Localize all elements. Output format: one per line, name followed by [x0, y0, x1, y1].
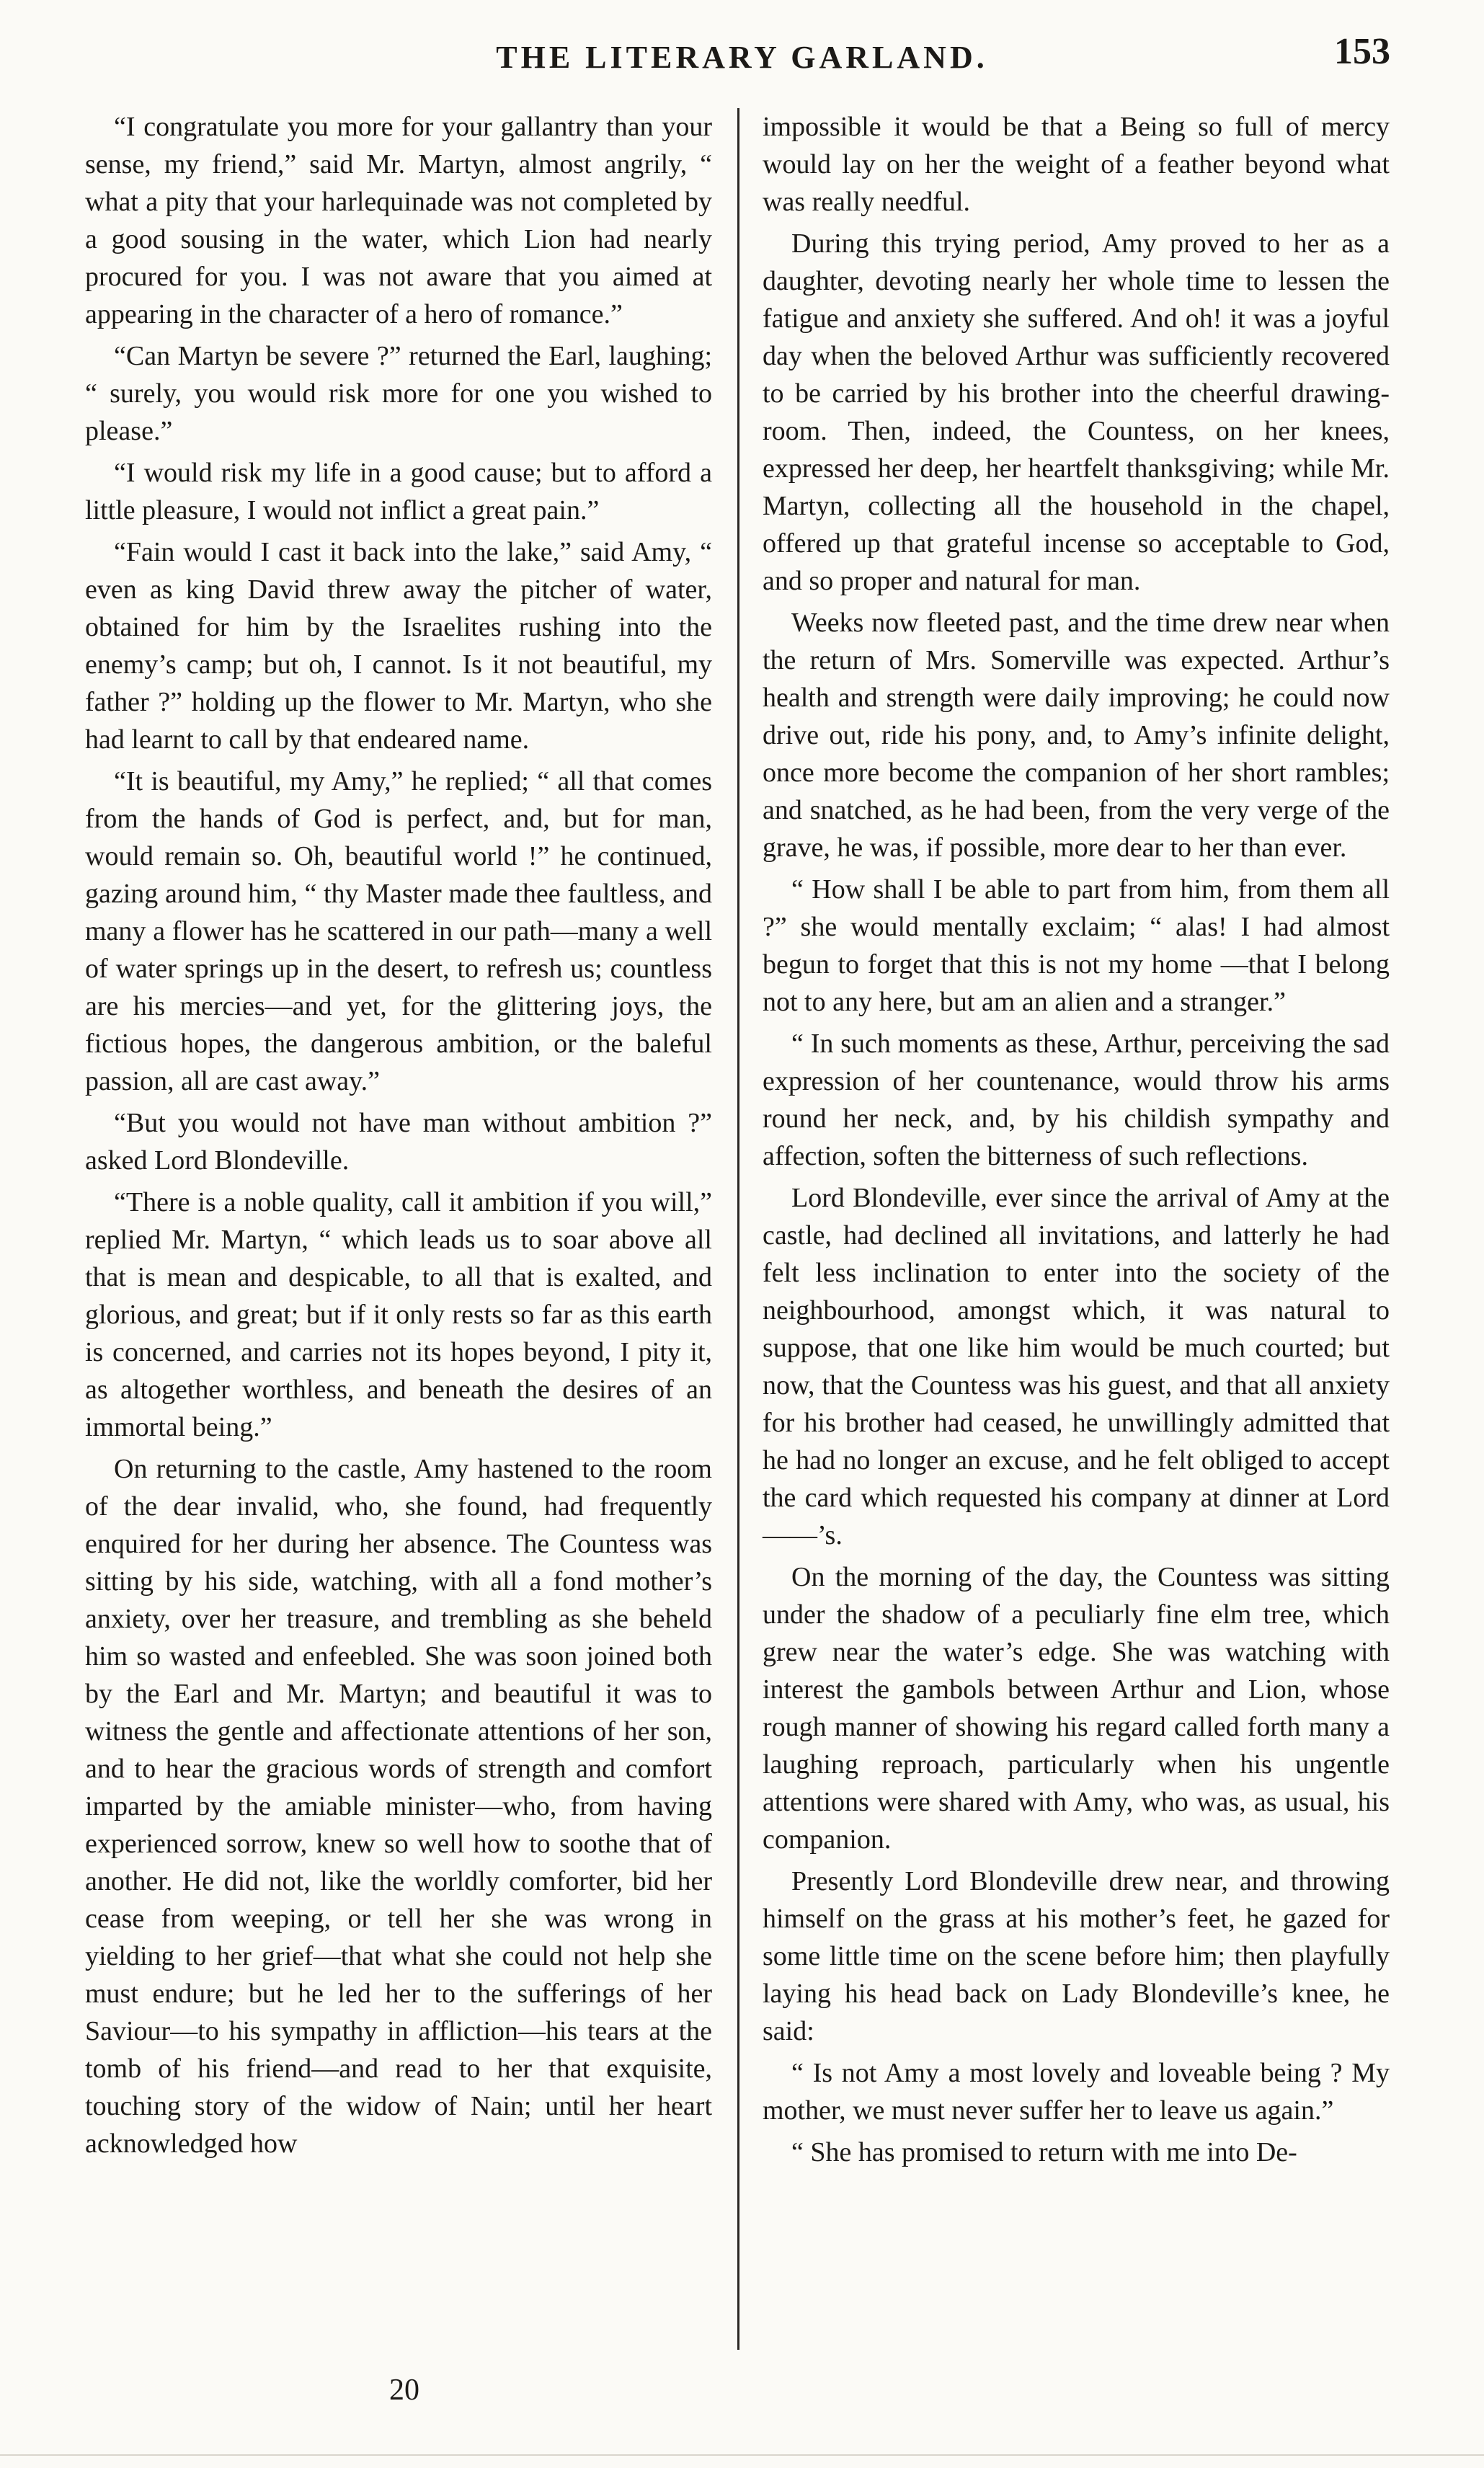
paragraph: On returning to the castle, Amy hastened to the room of the dear invalid, who, she found, had frequently enquired for her during her absence. The Countess was sitting by his side, watching, with all a fond mother’s anxiety, over her treasure, and trembling as she beheld him so wasted and enfeebled. She was soon joined both by the Earl and Mr. Martyn; and beautiful it was to witness the gentle and affectionate attentions of her son, and to hear the gracious words of strength and comfort imparted by the amiable minister—who, from having experienced sorrow, knew so well how to soothe that of another. He did not, like the worldly comforter, bid her cease from weeping, or tell her she was wrong in yielding to her grief—that what she could not help she must endure; but he led her to the sufferings of her Saviour—to his sympathy in affliction—his tears at the tomb of his friend—and read to her that exquisite, touching story of the widow of Nain; until her heart acknowledged how — [85, 1454, 712, 2159]
paragraph: During this trying period, Amy proved to her as a daughter, devoting nearly her whole time to lessen the fatigue and anxiety she suffered. And oh! it was a joyful day when the beloved Arthur was sufficiently recovered to be carried by his brother into the cheerful drawing-room. Then, indeed, the Countess, on her knees, expressed her deep, her heartfelt thanksgiving; while Mr. Martyn, collecting all the household in the chapel, offered up that grateful incense so acceptable to God, and so proper and natural for man. — [763, 228, 1390, 596]
page-number: 153 — [1334, 31, 1390, 72]
paragraph: Lord Blondeville, ever since the arrival of Amy at the castle, had declined all invitations, and latterly he had felt less inclination to enter into the society of the neighbourhood, amongst which, it was natural to suppose, that one like him would be much courted; but now, that the Countess was his guest, and that all anxiety for his brother had ceased, he unwillingly admitted that he had no longer an excuse, and he felt obliged to accept the card which requested his company at dinner at Lord ——’s. — [763, 1183, 1390, 1550]
signature-mark: 20 — [389, 2374, 419, 2407]
paragraph: Weeks now fleeted past, and the time drew near when the return of Mrs. Somerville was expected. Arthur’s health and strength were daily improving; he could now drive out, ride his pony, and, to Amy’s infinite delight, once more become the companion of her short rambles; and snatched, as he had been, from the very verge of the grave, he was, if possible, more dear to her than ever. — [763, 608, 1390, 863]
paragraph: “Can Martyn be severe ?” returned the Earl, laughing; “ surely, you would risk more for one you wished to please.” — [85, 341, 712, 446]
paragraph: “I congratulate you more for your gallantry than your sense, my friend,” said Mr. Martyn, almost angrily, “ what a pity that your harlequinade was not completed by a good sousing in the water, which Lion had nearly procured for you. I was not aware that you aimed at appearing in the character of a hero of romance.” — [85, 112, 712, 329]
running-title: THE LITERARY GARLAND. — [496, 40, 988, 75]
paragraph: “I would risk my life in a good cause; but to afford a little pleasure, I would not inflict a great pain.” — [85, 458, 712, 525]
paragraph: “ How shall I be able to part from him, from them all ?” she would mentally exclaim; “ alas! I had almost begun to forget that this is not my home —that I belong not to any here, but am an alien and a stranger.” — [763, 874, 1390, 1017]
paragraph: “Fain would I cast it back into the lake,” said Amy, “ even as king David threw away the pitcher of water, obtained for him by the Israelites rushing into the enemy’s camp; but oh, I cannot. Is it not beautiful, my father ?” holding up the flower to Mr. Martyn, who she had learnt to call by that endeared name. — [85, 537, 712, 755]
paragraph: “ She has promised to return with me into De- — [791, 2137, 1297, 2167]
paragraph: Presently Lord Blondeville drew near, and throwing himself on the grass at his mother’s feet, he gazed for some little time on the scene before him; then playfully laying his head back on Lady Blondeville’s knee, he said: — [763, 1866, 1390, 2046]
page-header — [86, 30, 1398, 95]
paragraph: On the morning of the day, the Countess was sitting under the shadow of a peculiarly fine elm tree, which grew near the water’s edge. She was watching with interest the gambols between Arthur and Lion, whose rough manner of showing his regard called forth many a laughing reproach, particularly when his ungentle attentions were shared with Amy, who was, as usual, his companion. — [763, 1562, 1390, 1855]
column-divider — [737, 108, 739, 2350]
paragraph: “There is a noble quality, call it ambition if you will,” replied Mr. Martyn, “ which leads us to soar above all that is mean and despicable, to all that is exalted, and glorious, and great; but if it only rests so far as this earth is concerned, and carries not its hopes beyond, I pity it, as altogether worthless, and beneath the desires of an immortal being.” — [85, 1187, 712, 1442]
paragraph: “ In such moments as these, Arthur, perceiving the sad expression of her countenance, would throw his arms round her neck, and, by his childish sympathy and affection, soften the bitterness of such reflections. — [763, 1029, 1390, 1171]
paragraph: “It is beautiful, my Amy,” he replied; “ all that comes from the hands of God is perfect, and, but for man, would remain so. Oh, beautiful world !” he continued, gazing around him, “ thy Master made thee faultless, and many a flower has he scattered in our path—many a well of water springs up in the desert, to refresh us; countless are his mercies—and yet, for the glittering joys, the fictious hopes, the dangerous ambition, or the baleful passion, all are cast away.” — [85, 766, 712, 1096]
bottom-edge — [0, 2454, 1484, 2456]
right-column — [763, 108, 1390, 2350]
paragraph: impossible it would be that a Being so full of mercy would lay on her the weight of a feather beyond what was really needful. — [763, 112, 1390, 217]
left-column — [85, 108, 712, 2350]
paragraph: “But you would not have man without ambition ?” asked Lord Blondeville. — [85, 1108, 712, 1176]
text-columns — [85, 108, 1390, 2350]
paragraph: “ Is not Amy a most lovely and loveable being ? My mother, we must never suffer her to leave us again.” — [763, 2058, 1390, 2126]
